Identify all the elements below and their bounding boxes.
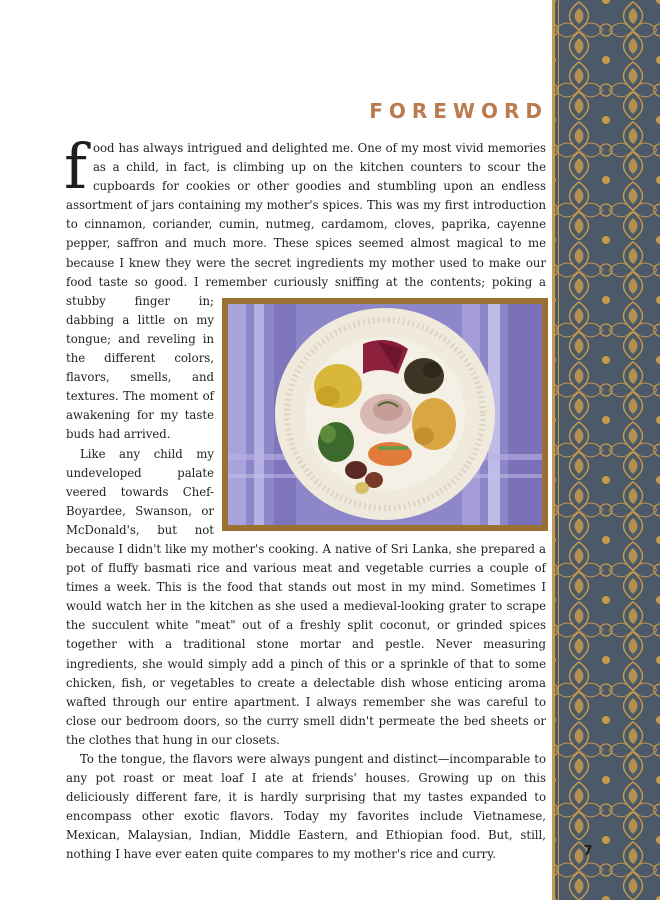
page-number: 7 <box>583 844 593 859</box>
paragraph-2: Like any child my undeveloped palate veered towards Chef-Boyardee, Swanson, or McDonald's, but not because I didn't like my mother's cooking. A native of Sri Lanka, she prepared a pot of fluffy basmati rice and various meat and vegetable curries a couple of times a week. This is the food that stands out most in my mind. Sometimes I would watch her in the kitchen as she used a medieval-looking grater to scrape the succulent white "meat" out of a freshly split coconut, or grinded spices together with a traditional stone mortar and pestle. Never measuring ingredients, she would simply add a pinch of this or a sprinkle of that to some chicken, fish, or vegetables to create a delectable dish whose enticing aroma wafted through our entire apartment. I always remember she was careful to close our bedroom doors, so the curry smell didn't permeate the bed sheets or the clothes that hung in our closets. <box>66 446 546 747</box>
paragraph-3: To the tongue, the flavors were always pungent and distinct—incomparable to any pot roast or meat loaf I ate at friends' houses. Growing up on this deliciously different fare, it is hardly surprising that my tastes expanded to encompass other exotic flavors. Today my favorites include Vietnamese, Mexican, Malaysian, Indian, Middle Eastern, and Ethiopian food. But, still, nothing I have ever eaten quite compares to my mother's rice and curry. <box>66 752 546 862</box>
article-body <box>64 130 546 865</box>
page-title: FOREWORD <box>369 99 548 123</box>
drop-cap: f <box>64 130 87 203</box>
paragraph-1 <box>64 130 546 445</box>
paragraph-1-part-2: a stubby finger in; dabbing a little on my tongue; and reveling in the different colors, flavors, smells, and textures. The moment of awakening for my taste buds had arrived. <box>66 274 546 442</box>
food-photo <box>222 298 548 531</box>
paragraph-1-part-1: ood has always intrigued and delighted me. One of my most vivid memories as a child, in fact, is climbing up on the kitchen counters to scour the cupboards for cookies or other goodies and stumbling upon an endless assortment of jars containing my mother's spices. This was my first introduction to cinnamon, coriander, cumin, nutmeg, cardamom, cloves, paprika, cayenne pepper, saffron and much more. These spices seemed almost magical to me because I knew they were the secret ingredients my mother used to make our food taste so good. I remember curiously sniffing at the contents; poking <box>66 141 546 289</box>
ornament-pattern <box>552 0 660 900</box>
curry-plate-image <box>228 304 542 525</box>
ornamental-side-band <box>552 0 660 900</box>
